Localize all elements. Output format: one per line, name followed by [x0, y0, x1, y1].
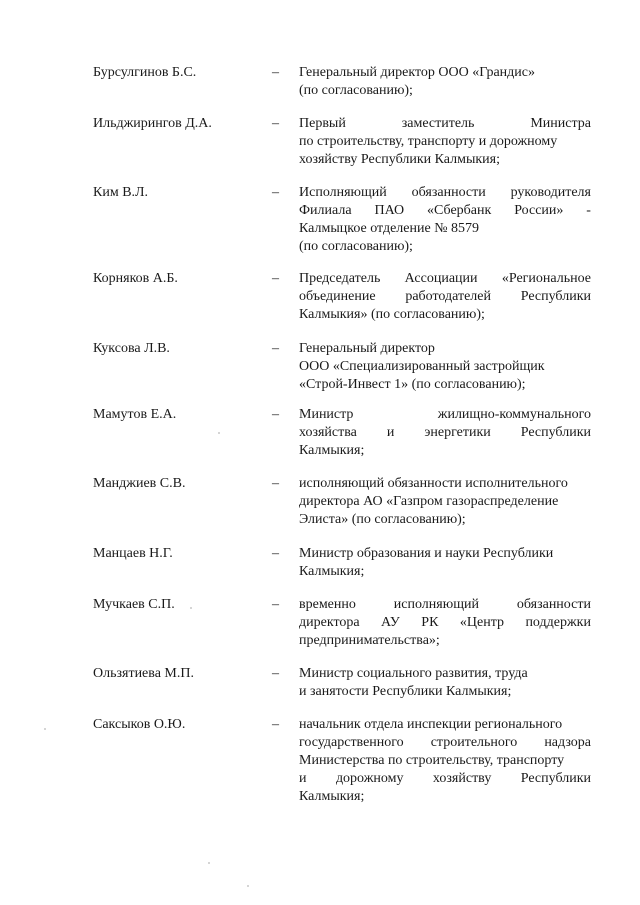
member-position — [299, 475, 591, 529]
separator-dash: – — [272, 597, 279, 612]
separator-dash: – — [272, 341, 279, 356]
member-position — [299, 340, 591, 394]
position-line — [299, 288, 591, 306]
position-word: энергетики — [424, 425, 491, 440]
member-name: Мамутов Е.А. — [93, 407, 177, 422]
member-position — [299, 115, 591, 169]
member-position — [299, 184, 591, 256]
member-name: Мучкаев С.П. — [93, 597, 175, 612]
position-line: Генеральный директор ООО «Грандис» — [299, 65, 536, 80]
position-word: Первый — [299, 116, 346, 131]
member-name: Манджиев С.В. — [93, 476, 186, 491]
position-word: хозяйству — [432, 771, 492, 786]
separator-dash: – — [272, 717, 279, 732]
position-line: и занятости Республики Калмыкия; — [299, 684, 512, 699]
position-line: Калмыкия; — [299, 443, 365, 458]
position-word: обязанности — [411, 185, 486, 200]
member-name: Куксова Л.В. — [93, 341, 170, 356]
position-line: Министр социального развития, труда — [299, 666, 528, 681]
position-word: строительного — [430, 735, 518, 750]
position-line: Калмыкия; — [299, 789, 365, 804]
position-word: жилищно-коммунального — [437, 407, 591, 422]
separator-dash: – — [272, 65, 279, 80]
position-word: «Центр — [459, 615, 504, 630]
position-word: и — [386, 425, 395, 440]
position-line: предпринимательства»; — [299, 633, 440, 648]
position-line: (по согласованию); — [299, 239, 413, 254]
scan-speck — [247, 885, 249, 887]
member-name: Корняков А.Б. — [93, 271, 178, 286]
position-line — [299, 202, 591, 220]
position-word: временно — [299, 597, 356, 612]
position-line: Калмыцкое отделение № 8579 — [299, 221, 480, 236]
member-position — [299, 406, 591, 460]
member-name: Саксыков О.Ю. — [93, 717, 186, 732]
position-line: Калмыкия; — [299, 564, 365, 579]
position-word: Министра — [530, 116, 591, 131]
scan-speck — [218, 432, 220, 434]
position-word: директора — [299, 615, 360, 630]
position-line — [299, 424, 591, 442]
separator-dash: – — [272, 116, 279, 131]
position-line: Элиста» (по согласованию); — [299, 512, 466, 527]
position-word: заместитель — [401, 116, 475, 131]
position-line: «Строй-Инвест 1» (по согласованию); — [299, 377, 526, 392]
member-position — [299, 716, 591, 806]
member-name: Ользятиева М.П. — [93, 666, 194, 681]
position-line — [299, 734, 591, 752]
position-word: АУ — [381, 615, 400, 630]
separator-dash: – — [272, 476, 279, 491]
position-line — [299, 596, 591, 614]
position-word: руководителя — [510, 185, 591, 200]
member-name: Манцаев Н.Г. — [93, 546, 173, 561]
position-word: дорожному — [335, 771, 404, 786]
position-line: хозяйству Республики Калмыкия; — [299, 152, 500, 167]
position-word: объединение — [299, 289, 376, 304]
position-line: по строительству, транспорту и дорожному — [299, 134, 558, 149]
position-word: Ассоциации — [404, 271, 478, 286]
position-line — [299, 614, 591, 632]
position-word: исполняющий — [393, 597, 479, 612]
member-position — [299, 665, 591, 701]
member-position — [299, 596, 591, 650]
position-line: Калмыкия» (по согласованию); — [299, 307, 485, 322]
position-word: надзора — [544, 735, 591, 750]
position-word: государственного — [299, 735, 404, 750]
scan-speck — [190, 607, 192, 609]
position-word: обязанности — [516, 597, 591, 612]
member-name: Ильджирингов Д.А. — [93, 116, 212, 131]
member-name: Ким В.Л. — [93, 185, 149, 200]
position-line: Министр образования и науки Республики — [299, 546, 554, 561]
position-line: Министерства по строительству, транспорту — [299, 753, 565, 768]
separator-dash: – — [272, 546, 279, 561]
separator-dash: – — [272, 666, 279, 681]
position-word: хозяйства — [299, 425, 357, 440]
position-line — [299, 184, 591, 202]
position-word: Филиала — [299, 203, 352, 218]
position-word: Республики — [520, 425, 591, 440]
position-word: Республики — [520, 771, 591, 786]
separator-dash: – — [272, 407, 279, 422]
position-word: - — [586, 203, 591, 218]
position-word: РК — [421, 615, 439, 630]
position-line: начальник отдела инспекции регионального — [299, 717, 563, 732]
position-word: работодателей — [405, 289, 491, 304]
member-position — [299, 545, 591, 581]
member-name: Бурсулгинов Б.С. — [93, 65, 197, 80]
position-word: поддержки — [525, 615, 591, 630]
member-position — [299, 270, 591, 324]
separator-dash: – — [272, 185, 279, 200]
scan-speck — [208, 862, 210, 864]
position-word: Республики — [520, 289, 591, 304]
position-word: «Сбербанк — [427, 203, 492, 218]
position-line — [299, 115, 591, 133]
position-word: Министр — [299, 407, 354, 422]
position-word: и — [299, 771, 307, 786]
scan-speck — [44, 728, 46, 730]
position-line: Генеральный директор — [299, 341, 435, 356]
position-word: ПАО — [374, 203, 405, 218]
position-line: исполняющий обязанности исполнительного — [299, 476, 568, 491]
position-line: ООО «Специализированный застройщик — [299, 359, 545, 374]
position-line: (по согласованию); — [299, 83, 413, 98]
separator-dash: – — [272, 271, 279, 286]
position-line — [299, 770, 591, 788]
position-line: директора АО «Газпром газораспределение — [299, 494, 559, 509]
position-line — [299, 270, 591, 288]
position-word: «Региональное — [501, 271, 591, 286]
position-word: Исполняющий — [299, 185, 387, 200]
member-position — [299, 64, 591, 100]
position-word: России» — [514, 203, 564, 218]
position-word: Председатель — [299, 271, 381, 286]
position-line — [299, 406, 591, 424]
